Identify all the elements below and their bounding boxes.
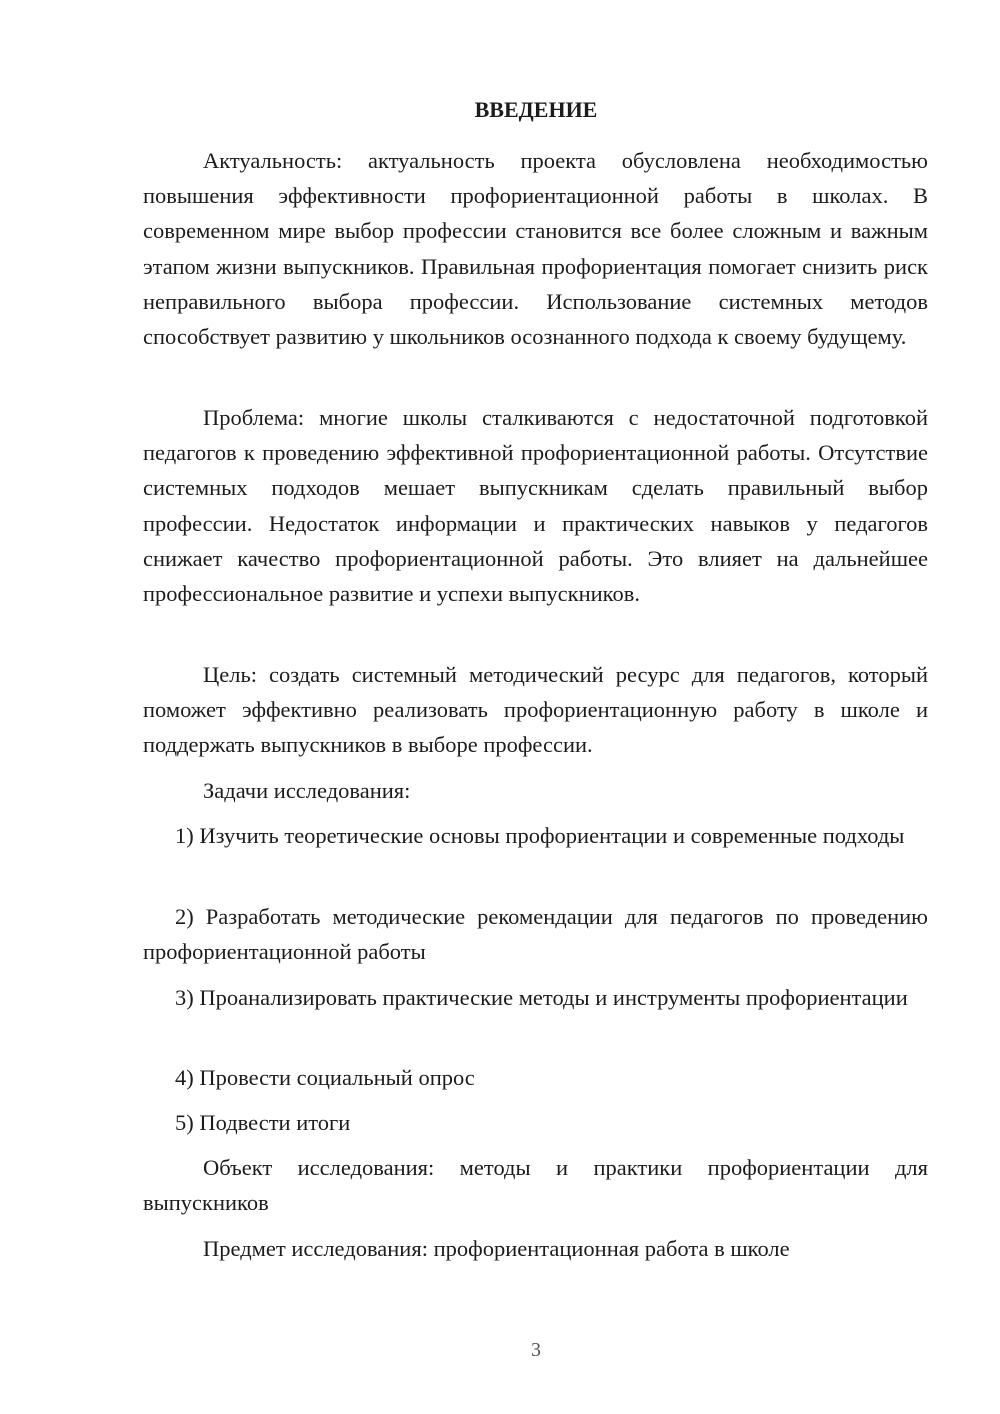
paragraph-relevance: Актуальность: актуальность проекта обусловлена необходимостью повышения эффективности профориентационной работы в школах. В современном мире выбор профессии становится все более сложным и важным этапом жизни выпускников. Правильная профориентация помогает снизить риск неправильного выбора профессии. Использование системных методов способствует развитию у школьников осознанного подхода к своему будущему. (143, 148, 928, 350)
task-item-3: 3) Проанализировать практические методы и инструменты профориентации (175, 985, 908, 1010)
task-item-5: 5) Подвести итоги (175, 1110, 351, 1135)
task-item-4: 4) Провести социальный опрос (175, 1065, 475, 1090)
paragraph-object: Объект исследования: методы и практики профориентации для выпускников (143, 1155, 928, 1216)
paragraph-problem: Проблема: многие школы сталкиваются с недостаточной подготовкой педагогов к проведению эффективной профориентационной работы. Отсутствие системных подходов мешает выпускникам сделать правильный выбор профессии. Недостаток информации и практических навыков у педагогов снижает качество профориентационной работы. Это влияет на дальнейшее профессиональное развитие и успехи выпускников. (143, 405, 928, 607)
task-item-2: 2) Разработать методические рекомендации для педагогов по проведению профориентационной работы (143, 904, 928, 965)
tasks-heading: Задачи исследования: (203, 778, 411, 803)
task-item-1: 1) Изучить теоретические основы профориентации и современные подходы (175, 823, 905, 848)
paragraph-subject: Предмет исследования: профориентационная работа в школе (203, 1236, 790, 1261)
paragraph-goal: Цель: создать системный методический ресурс для педагогов, который поможет эффективно реализовать профориентационную работу в школе и поддержать выпускников в выборе профессии. (143, 662, 928, 758)
section-title: ВВЕДЕНИЕ (474, 97, 598, 122)
page-number: 3 (531, 1339, 541, 1361)
